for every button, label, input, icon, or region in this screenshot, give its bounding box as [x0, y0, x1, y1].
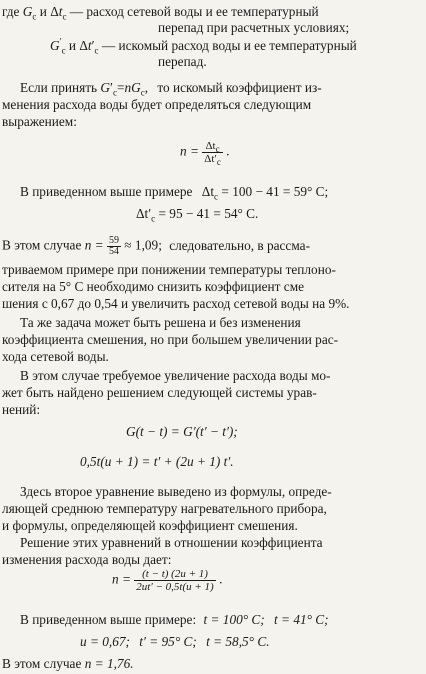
- paragraph-assume-line-3: выражением:: [2, 114, 77, 129]
- paragraph-alt-line-3: хода сетевой воды.: [2, 349, 109, 364]
- example-delta-t: В приведенном выше примере $\Delta t_c = 100 - 41 = 59^\circ$ C;: [20, 184, 329, 202]
- paragraph-system-line-3: нений:: [2, 402, 41, 417]
- final-result: В этом случае n = 1,76.: [2, 656, 134, 671]
- equation-system-2: 0,5t(u + 1) = t′ + (2u + 1) t′.: [80, 454, 234, 469]
- definition-line-1-cont: перепад при расчетных условиях;: [158, 20, 350, 35]
- example-values-2: u = 0,67; t′ = 95° C; t = 58,5° C.: [80, 634, 270, 649]
- paragraph-result-1: В этом случае n = $\frac{59}{54}$ ≈ 1,09; следовательно, в рассма-: [2, 235, 310, 257]
- formula-n-ratio: n = $\frac{\Delta t_c}{\Delta t'_c}$ .: [180, 140, 230, 168]
- definition-line-2-cont: перепад.: [158, 54, 207, 69]
- equation-system-1: G(t − t) = G′(t′ − t′);: [126, 424, 238, 439]
- paragraph-alt-line-2: коэффициента смешения, но при большем увеличении рас-: [2, 332, 339, 347]
- paragraph-explain-line-1: Здесь второе уравнение выведено из формулы, опреде-: [20, 484, 332, 499]
- paragraph-explain-line-3: и формулы, определяющей коэффициент смешения.: [2, 518, 298, 533]
- example-delta-t-prime: $\Delta t'_c = 95 - 41 = 54^\circ$ C.: [136, 206, 259, 224]
- paragraph-assume: Если принять $G'_c=nG_c$, то искомый коэффициент из-: [20, 80, 322, 98]
- paragraph-result-1-line-4: шения с 0,67 до 0,54 и увеличить расход сетевой воды на 9%.: [2, 296, 350, 311]
- paragraph-explain-line-2: ляющей среднюю температуру нагревательного прибора,: [2, 501, 327, 516]
- paragraph-system-line-2: жет быть найдено решением следующей системы урав-: [2, 385, 317, 400]
- paragraph-solution-line-1: Решение этих уравнений в отношении коэффициента: [20, 535, 323, 550]
- paragraph-result-1-line-2: триваемом примере при понижении температуры теплоно-: [2, 262, 336, 277]
- paragraph-assume-line-2: менения расхода воды будет определяться следующим: [2, 97, 312, 112]
- paragraph-system-line-1: В этом случае требуемое увеличение расхода воды мо-: [20, 368, 331, 383]
- example-values-1: В приведенном выше примере: t = 100° C; t = 41° C;: [20, 612, 329, 627]
- formula-n-general: n = $\frac{(t - t) (2u + 1)}{2ut' - 0,5t(u + 1)}$ .: [112, 568, 223, 593]
- definition-line-1: где $G_c$ и $\Delta t_c$ — расход сетевой воды и ее температурный: [2, 4, 319, 22]
- paragraph-solution-line-2: изменения расхода воды дает:: [2, 552, 172, 567]
- paragraph-alt-line-1: Та же задача может быть решена и без изменения: [20, 315, 301, 330]
- paragraph-result-1-line-3: сителя на 5° C необходимо снизить коэффициент сме: [2, 279, 305, 294]
- definition-line-2: $G'_c$ и $\Delta t'_c$ — искомый расход воды и ее температурный: [50, 36, 357, 56]
